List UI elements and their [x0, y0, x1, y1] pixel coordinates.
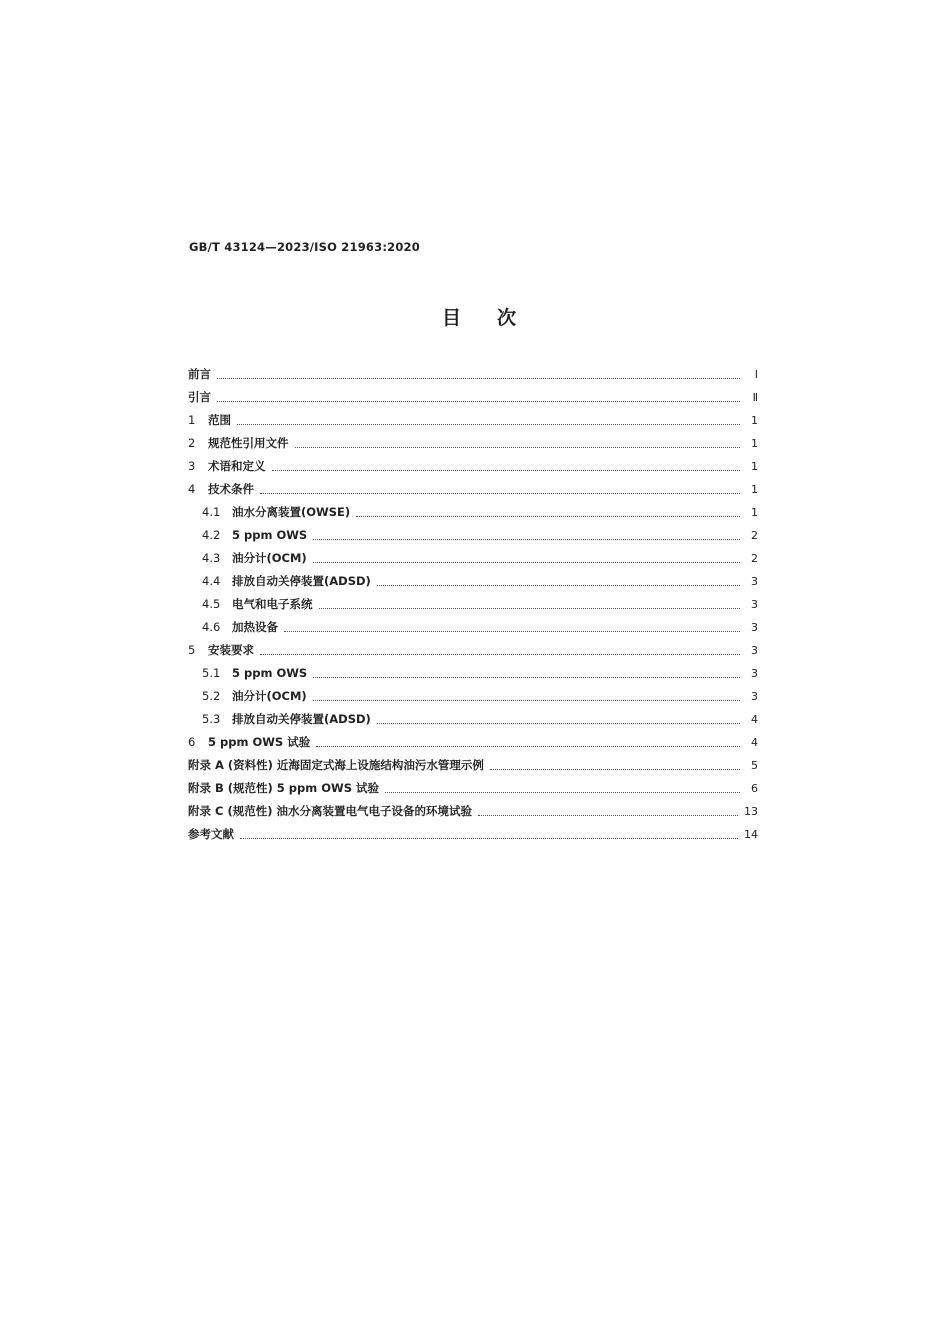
- toc-entry-page: 2: [751, 552, 758, 565]
- toc-entry-label: 前言: [188, 367, 211, 381]
- toc-entry-number: 2: [188, 436, 196, 450]
- toc-entry-page: 5: [751, 759, 758, 772]
- toc-dot-leader: [385, 791, 740, 793]
- toc-entry-number: 4.5: [202, 597, 221, 611]
- toc-entry[interactable]: [188, 547, 758, 570]
- toc-dot-leader: [260, 492, 740, 494]
- toc-dot-leader: [284, 630, 740, 632]
- toc-entry-page: 1: [751, 414, 758, 427]
- toc-entry-label: 排放自动关停装置(ADSD): [232, 574, 371, 588]
- toc-entry[interactable]: [188, 524, 758, 547]
- toc-entry[interactable]: [188, 754, 758, 777]
- toc-entry-label: 油水分离装置(OWSE): [232, 505, 351, 519]
- standard-code: GB/T 43124—2023/ISO 21963:2020: [189, 240, 420, 254]
- toc-entry-number: 5.1: [202, 666, 221, 680]
- toc-dot-leader: [313, 561, 740, 563]
- toc-entry-page: 3: [751, 575, 758, 588]
- toc-entry-label: 安装要求: [208, 643, 254, 657]
- toc-entry[interactable]: [188, 501, 758, 524]
- toc-entry-page: 4: [751, 736, 758, 749]
- toc-entry-label: 油分计(OCM): [232, 551, 307, 565]
- toc-entry-label: 5 ppm OWS: [232, 528, 308, 542]
- toc-entry-label: 油分计(OCM): [232, 689, 307, 703]
- toc-entry-number: 4.2: [202, 528, 221, 542]
- toc-entry-label: 排放自动关停装置(ADSD): [232, 712, 371, 726]
- table-of-contents: [188, 363, 758, 846]
- toc-dot-leader: [260, 653, 740, 655]
- toc-dot-leader: [316, 745, 740, 747]
- toc-entry[interactable]: [188, 455, 758, 478]
- toc-entry-page: 1: [751, 437, 758, 450]
- toc-entry[interactable]: [188, 570, 758, 593]
- toc-entry[interactable]: [188, 800, 758, 823]
- toc-entry-page: I: [754, 368, 758, 381]
- toc-entry-number: 5.2: [202, 689, 221, 703]
- toc-dot-leader: [217, 377, 740, 379]
- toc-dot-leader: [217, 400, 740, 402]
- toc-entry[interactable]: [188, 731, 758, 754]
- toc-entry-number: 5.3: [202, 712, 221, 726]
- toc-entry-label: 引言: [188, 390, 211, 404]
- toc-entry-label: 5 ppm OWS 试验: [208, 735, 311, 749]
- toc-entry-page: 3: [751, 644, 758, 657]
- toc-entry[interactable]: [188, 777, 758, 800]
- toc-dot-leader: [319, 607, 741, 609]
- toc-entry-page: 14: [744, 828, 758, 841]
- toc-entry[interactable]: [188, 662, 758, 685]
- toc-entry-number: 4: [188, 482, 196, 496]
- toc-entry-label: 加热设备: [232, 620, 278, 634]
- toc-entry-page: 3: [751, 667, 758, 680]
- toc-entry-page: 4: [751, 713, 758, 726]
- toc-entry-label: 电气和电子系统: [232, 597, 313, 611]
- toc-entry-page: 3: [751, 621, 758, 634]
- toc-dot-leader: [237, 423, 740, 425]
- toc-entry-number: 4.4: [202, 574, 221, 588]
- toc-entry[interactable]: [188, 685, 758, 708]
- toc-dot-leader: [377, 584, 740, 586]
- toc-entry[interactable]: [188, 386, 758, 409]
- toc-entry-number: 3: [188, 459, 196, 473]
- toc-dot-leader: [240, 837, 738, 839]
- toc-dot-leader: [313, 676, 740, 678]
- toc-entry-number: 5: [188, 643, 196, 657]
- toc-entry[interactable]: [188, 363, 758, 386]
- toc-entry-page: 2: [751, 529, 758, 542]
- toc-entry-label: 附录 A (资料性) 近海固定式海上设施结构油污水管理示例: [188, 758, 484, 772]
- toc-dot-leader: [356, 515, 740, 517]
- toc-dot-leader: [295, 446, 741, 448]
- toc-entry-page: 1: [751, 460, 758, 473]
- toc-entry-page: 1: [751, 506, 758, 519]
- toc-entry-label: 附录 C (规范性) 油水分离装置电气电子设备的环境试验: [188, 804, 472, 818]
- toc-entry[interactable]: [188, 478, 758, 501]
- toc-dot-leader: [490, 768, 740, 770]
- toc-entry-number: 4.6: [202, 620, 221, 634]
- toc-title: 目次: [441, 307, 552, 329]
- toc-entry-label: 范围: [208, 413, 231, 427]
- toc-entry-number: 4.3: [202, 551, 221, 565]
- toc-entry[interactable]: [188, 639, 758, 662]
- toc-entry-page: 1: [751, 483, 758, 496]
- toc-dot-leader: [377, 722, 740, 724]
- toc-entry-label: 5 ppm OWS: [232, 666, 308, 680]
- toc-dot-leader: [478, 814, 738, 816]
- toc-entry-page: 13: [744, 805, 758, 818]
- toc-entry-page: 3: [751, 598, 758, 611]
- toc-entry[interactable]: [188, 823, 758, 846]
- toc-entry-label: 附录 B (规范性) 5 ppm OWS 试验: [188, 781, 379, 795]
- toc-dot-leader: [313, 699, 740, 701]
- toc-dot-leader: [272, 469, 741, 471]
- toc-entry-label: 规范性引用文件: [208, 436, 289, 450]
- toc-entry[interactable]: [188, 593, 758, 616]
- toc-entry-page: Ⅱ: [752, 391, 758, 404]
- toc-entry-number: 1: [188, 413, 196, 427]
- toc-entry[interactable]: [188, 616, 758, 639]
- toc-entry-number: 6: [188, 735, 196, 749]
- toc-entry-label: 术语和定义: [208, 459, 266, 473]
- toc-entry-page: 6: [751, 782, 758, 795]
- toc-entry[interactable]: [188, 708, 758, 731]
- toc-dot-leader: [313, 538, 740, 540]
- toc-entry[interactable]: [188, 432, 758, 455]
- toc-entry-label: 技术条件: [208, 482, 254, 496]
- toc-entry-label: 参考文献: [188, 827, 234, 841]
- toc-entry-page: 3: [751, 690, 758, 703]
- toc-entry-number: 4.1: [202, 505, 221, 519]
- toc-entry[interactable]: [188, 409, 758, 432]
